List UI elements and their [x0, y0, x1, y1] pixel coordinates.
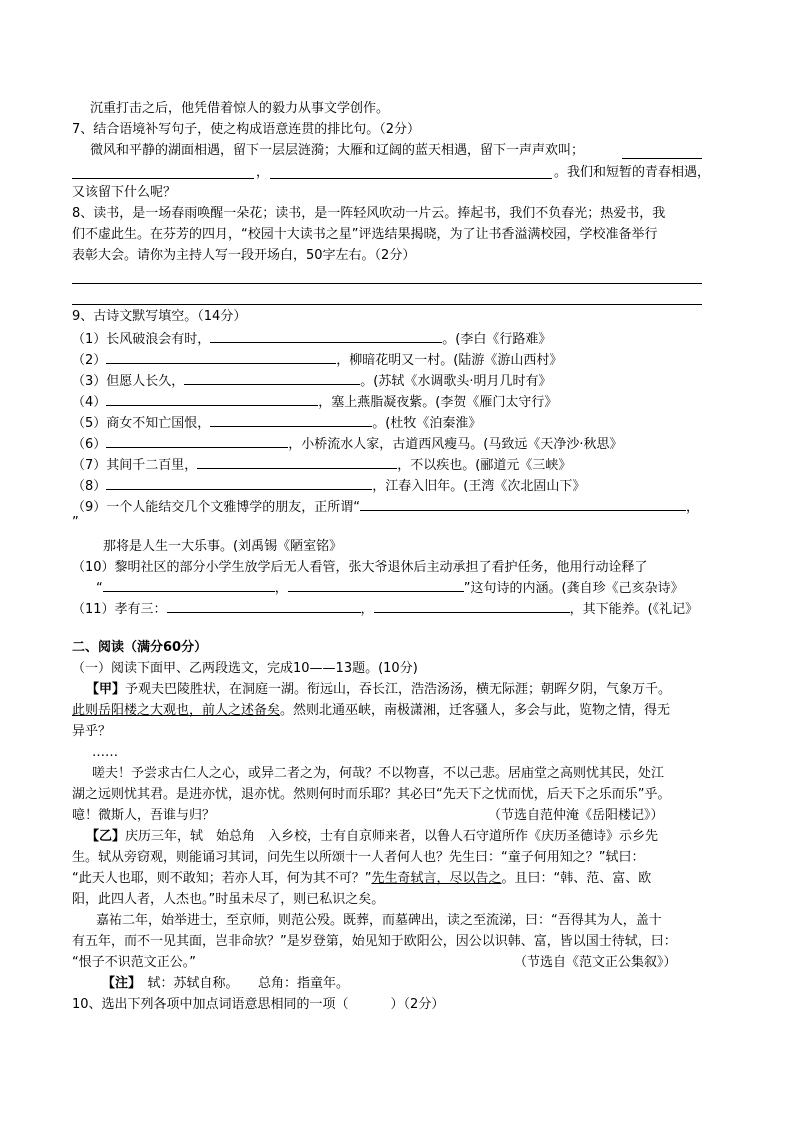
q9-item-11-pre: （11）孝有三：	[72, 602, 167, 617]
passage-a-line5: 嗟夫！予尝求古仁人之心，或异二者之为，何哉？不以物喜，不以己悲。居庙堂之高则忧其民，处江	[92, 766, 665, 781]
note-tag: 【注】	[102, 976, 135, 991]
note-line	[102, 975, 349, 993]
q9-item-8	[72, 476, 585, 496]
q9-item-3-blank[interactable]	[184, 371, 360, 385]
q8-line1: 8、读书，是一场春雨唤醒一朵花；读书，是一阵轻风吹动一片云。捧起书，我们不负春光；热爱书，我	[72, 206, 666, 221]
q8-answer-line-2[interactable]	[72, 304, 702, 305]
passage-a-text2: 。然则北通巫峡，南极潇湘，迁客骚人，多会与此，览物之情，得无	[280, 703, 671, 718]
q9-item-10-mid: ，	[274, 581, 288, 596]
passage-a-underlined: 此则岳阳楼之大观也，前人之述备矣	[72, 703, 281, 718]
q9-item-8-blank[interactable]	[106, 476, 372, 490]
q9-item-5-pre: （5）商女不知亡国恨，	[72, 416, 211, 431]
q9-item-10-open: “	[96, 581, 103, 596]
passage-b-line4: 阳，此四人者，人杰也。”时虽未尽了，则已私识之矣。	[72, 892, 385, 907]
q9-item-9-pre: （9）一个人能结交几个文雅博学的朋友，正所谓“	[72, 500, 361, 515]
q9-item-5-post: 。(杜牧《泊秦淮》	[372, 416, 482, 431]
q8-line3: 表彰大会。请你为主持人写一段开场白，50字左右。（2分）	[72, 248, 416, 263]
q9-item-6-blank[interactable]	[106, 434, 288, 448]
q7-title: 7、结合语境补写句子，使之构成语意连贯的排比句。（2分）	[72, 122, 421, 137]
passage-b-line7: “恨子不识范文正公。”	[72, 955, 196, 970]
q9-item-11-post: ，其下能养。(《礼记》	[569, 602, 699, 617]
q7-comma: ，	[256, 165, 270, 180]
passage-b-text3b: 。且曰：“韩、范、富、欧	[501, 871, 652, 886]
q9-item-5	[72, 413, 481, 433]
passage-a-line7: 噫！微斯人，吾谁与归？	[72, 808, 216, 823]
q9-item-7-pre: （7）其间千二百里，	[72, 458, 198, 473]
passage-b-text3a: “此天人也耶，则不敢知；若亦人耳，何为其不可？”	[72, 871, 372, 886]
q9-item-7	[72, 455, 571, 475]
section-2-subtitle: （一）阅读下面甲、乙两段选文，完成10——13题。(10分)	[72, 661, 418, 676]
q7-blank-c[interactable]	[270, 165, 552, 179]
passage-b-line2: 生。轼从旁窃观，则能诵习其词，问先生以所颂十一人者何人也？先生曰：“童子何用知之？”轼曰：	[72, 850, 645, 865]
q9-item-2-post: ，柳暗花明又一村。(陆游《游山西村》	[336, 353, 563, 368]
passage-b-line3	[72, 870, 651, 888]
q9-item-10-blank-a[interactable]	[103, 578, 275, 592]
q9-item-3-pre: （3）但愿人长久，	[72, 374, 185, 389]
q7-line3: 又该留下什么呢？	[72, 185, 177, 200]
passage-a-line6: 湖之远则忧其君。是进亦忧，退亦忧。然则何时而乐耶？其必曰“先天下之忧而忧，后天下之乐而乐”乎。	[72, 787, 671, 802]
q9-item-3	[72, 371, 552, 391]
q9-item-9-line2: 那将是人生一大乐事。(刘禹锡《陋室铭》	[103, 539, 343, 554]
passage-b-text1: 庆历三年，轼 始总角 入乡校，士有自京师来者，以鲁人石守道所作《庆历圣德诗》示乡先	[125, 829, 659, 844]
passage-a-text1: 予观夫巴陵胜状，在洞庭一湖。衔远山，吞长江，浩浩汤汤，横无际涯；朝晖夕阴，气象万千。	[125, 682, 672, 697]
q9-item-4-pre: （4）	[72, 395, 107, 410]
q9-item-1	[72, 329, 551, 349]
passage-a-line2	[72, 702, 670, 720]
q9-item-4-blank[interactable]	[106, 392, 318, 406]
passage-b-tag: 【乙】	[86, 829, 126, 844]
q9-item-9-post: ，	[686, 500, 700, 515]
q10-line	[72, 996, 444, 1014]
q9-item-5-blank[interactable]	[210, 413, 372, 427]
passage-a-tag: 【甲】	[86, 682, 126, 697]
q9-item-9-blank[interactable]	[360, 497, 686, 511]
note-text: 轼：苏轼自称。 总角：指童年。	[147, 976, 350, 991]
q9-item-9-close: ”	[72, 515, 79, 530]
q10-post: ）（2分）	[390, 997, 445, 1012]
q9-item-7-blank[interactable]	[197, 455, 397, 469]
section-2-title: 二、阅读（满分60分）	[72, 640, 208, 655]
q9-item-10-line2	[96, 578, 684, 598]
q9-item-6-pre: （6）	[72, 437, 107, 452]
q7-blank-a[interactable]	[622, 145, 702, 159]
q9-item-11-mid: ，	[360, 602, 374, 617]
passage-b-source: （节选自《范文正公集叙》）	[514, 955, 677, 970]
passage-a-source: （节选自范仲淹《岳阳楼记》）	[488, 808, 664, 823]
q9-item-11	[72, 599, 698, 619]
q9-item-9	[72, 497, 699, 517]
q9-item-2	[72, 350, 562, 370]
q9-item-6	[72, 434, 623, 454]
q9-item-10-blank-b[interactable]	[288, 578, 464, 592]
q7-blank-b[interactable]	[72, 165, 254, 179]
q9-item-3-post: 。(苏轼《水调歌头·明月几时有》	[360, 374, 552, 389]
q9-item-6-post: ，小桥流水人家，古道西风瘦马。(马致远《天净沙·秋思》	[288, 437, 623, 452]
q9-item-4	[72, 392, 557, 412]
q9-item-2-pre: （2）	[72, 353, 107, 368]
passage-b-line1	[86, 828, 658, 846]
q9-item-8-post: ，江春入旧年。(王湾《次北固山下》	[372, 479, 586, 494]
q9-item-4-post: ，塞上燕脂凝夜紫。(李贺《雁门太守行》	[318, 395, 558, 410]
passage-a-ellipsis: ……	[92, 745, 118, 760]
q8-answer-line-1[interactable]	[72, 283, 702, 284]
q9-title: 9、古诗文默写填空。（14分）	[72, 309, 247, 324]
q7-tail: 。我们和短暂的青春相遇，	[554, 165, 711, 180]
q9-item-7-post: ，不以疾也。(郦道元《三峡》	[397, 458, 572, 473]
q9-item-2-blank[interactable]	[106, 350, 336, 364]
q9-item-10-line1: （10）黎明社区的部分小学生放学后无人看管，张大爷退休后主动承担了看护任务，他用行动诠释了	[72, 560, 648, 575]
q9-item-1-post: 。(李白《行路难》	[442, 332, 552, 347]
q10-pre: 10、选出下列各项中加点词语意思相同的一项（	[72, 997, 349, 1012]
intro-line: 沉重打击之后，他凭借着惊人的毅力从事文学创作。	[90, 101, 390, 116]
q9-item-10-post: ”这句诗的内涵。(龚自珍《己亥杂诗》	[463, 581, 684, 596]
passage-b-line5: 嘉祐二年，始举进士，至京师，则范公殁。既葬，而墓碑出，读之至流涕，曰：“吾得其为人，盖十	[96, 913, 662, 928]
q9-item-11-blank-b[interactable]	[374, 599, 570, 613]
passage-a-line3: 异乎？	[72, 724, 112, 739]
q9-item-11-blank-a[interactable]	[167, 599, 361, 613]
q9-item-8-pre: （8）	[72, 479, 107, 494]
passage-b-underlined: 先生奇轼言，尽以告之	[371, 871, 502, 886]
q9-item-1-blank[interactable]	[210, 329, 442, 343]
passage-b-line6: 有五年，而不一见其面，岂非命欤？”是岁登第，始见知于欧阳公，因公以识韩、富，皆以国士待轼，曰：	[72, 934, 677, 949]
passage-a-line1	[86, 681, 671, 699]
q8-line2: 们不虚此生。在芬芳的四月，“校园十大读书之星”评选结果揭晓，为了让书香溢满校园，学校准备举行	[72, 227, 658, 242]
q9-item-1-pre: （1）长风破浪会有时，	[72, 332, 211, 347]
q7-line1: 微风和平静的湖面相遇，留下一层层涟漪；大雁和辽阔的蓝天相遇，留下一声声欢叫；	[90, 143, 585, 158]
